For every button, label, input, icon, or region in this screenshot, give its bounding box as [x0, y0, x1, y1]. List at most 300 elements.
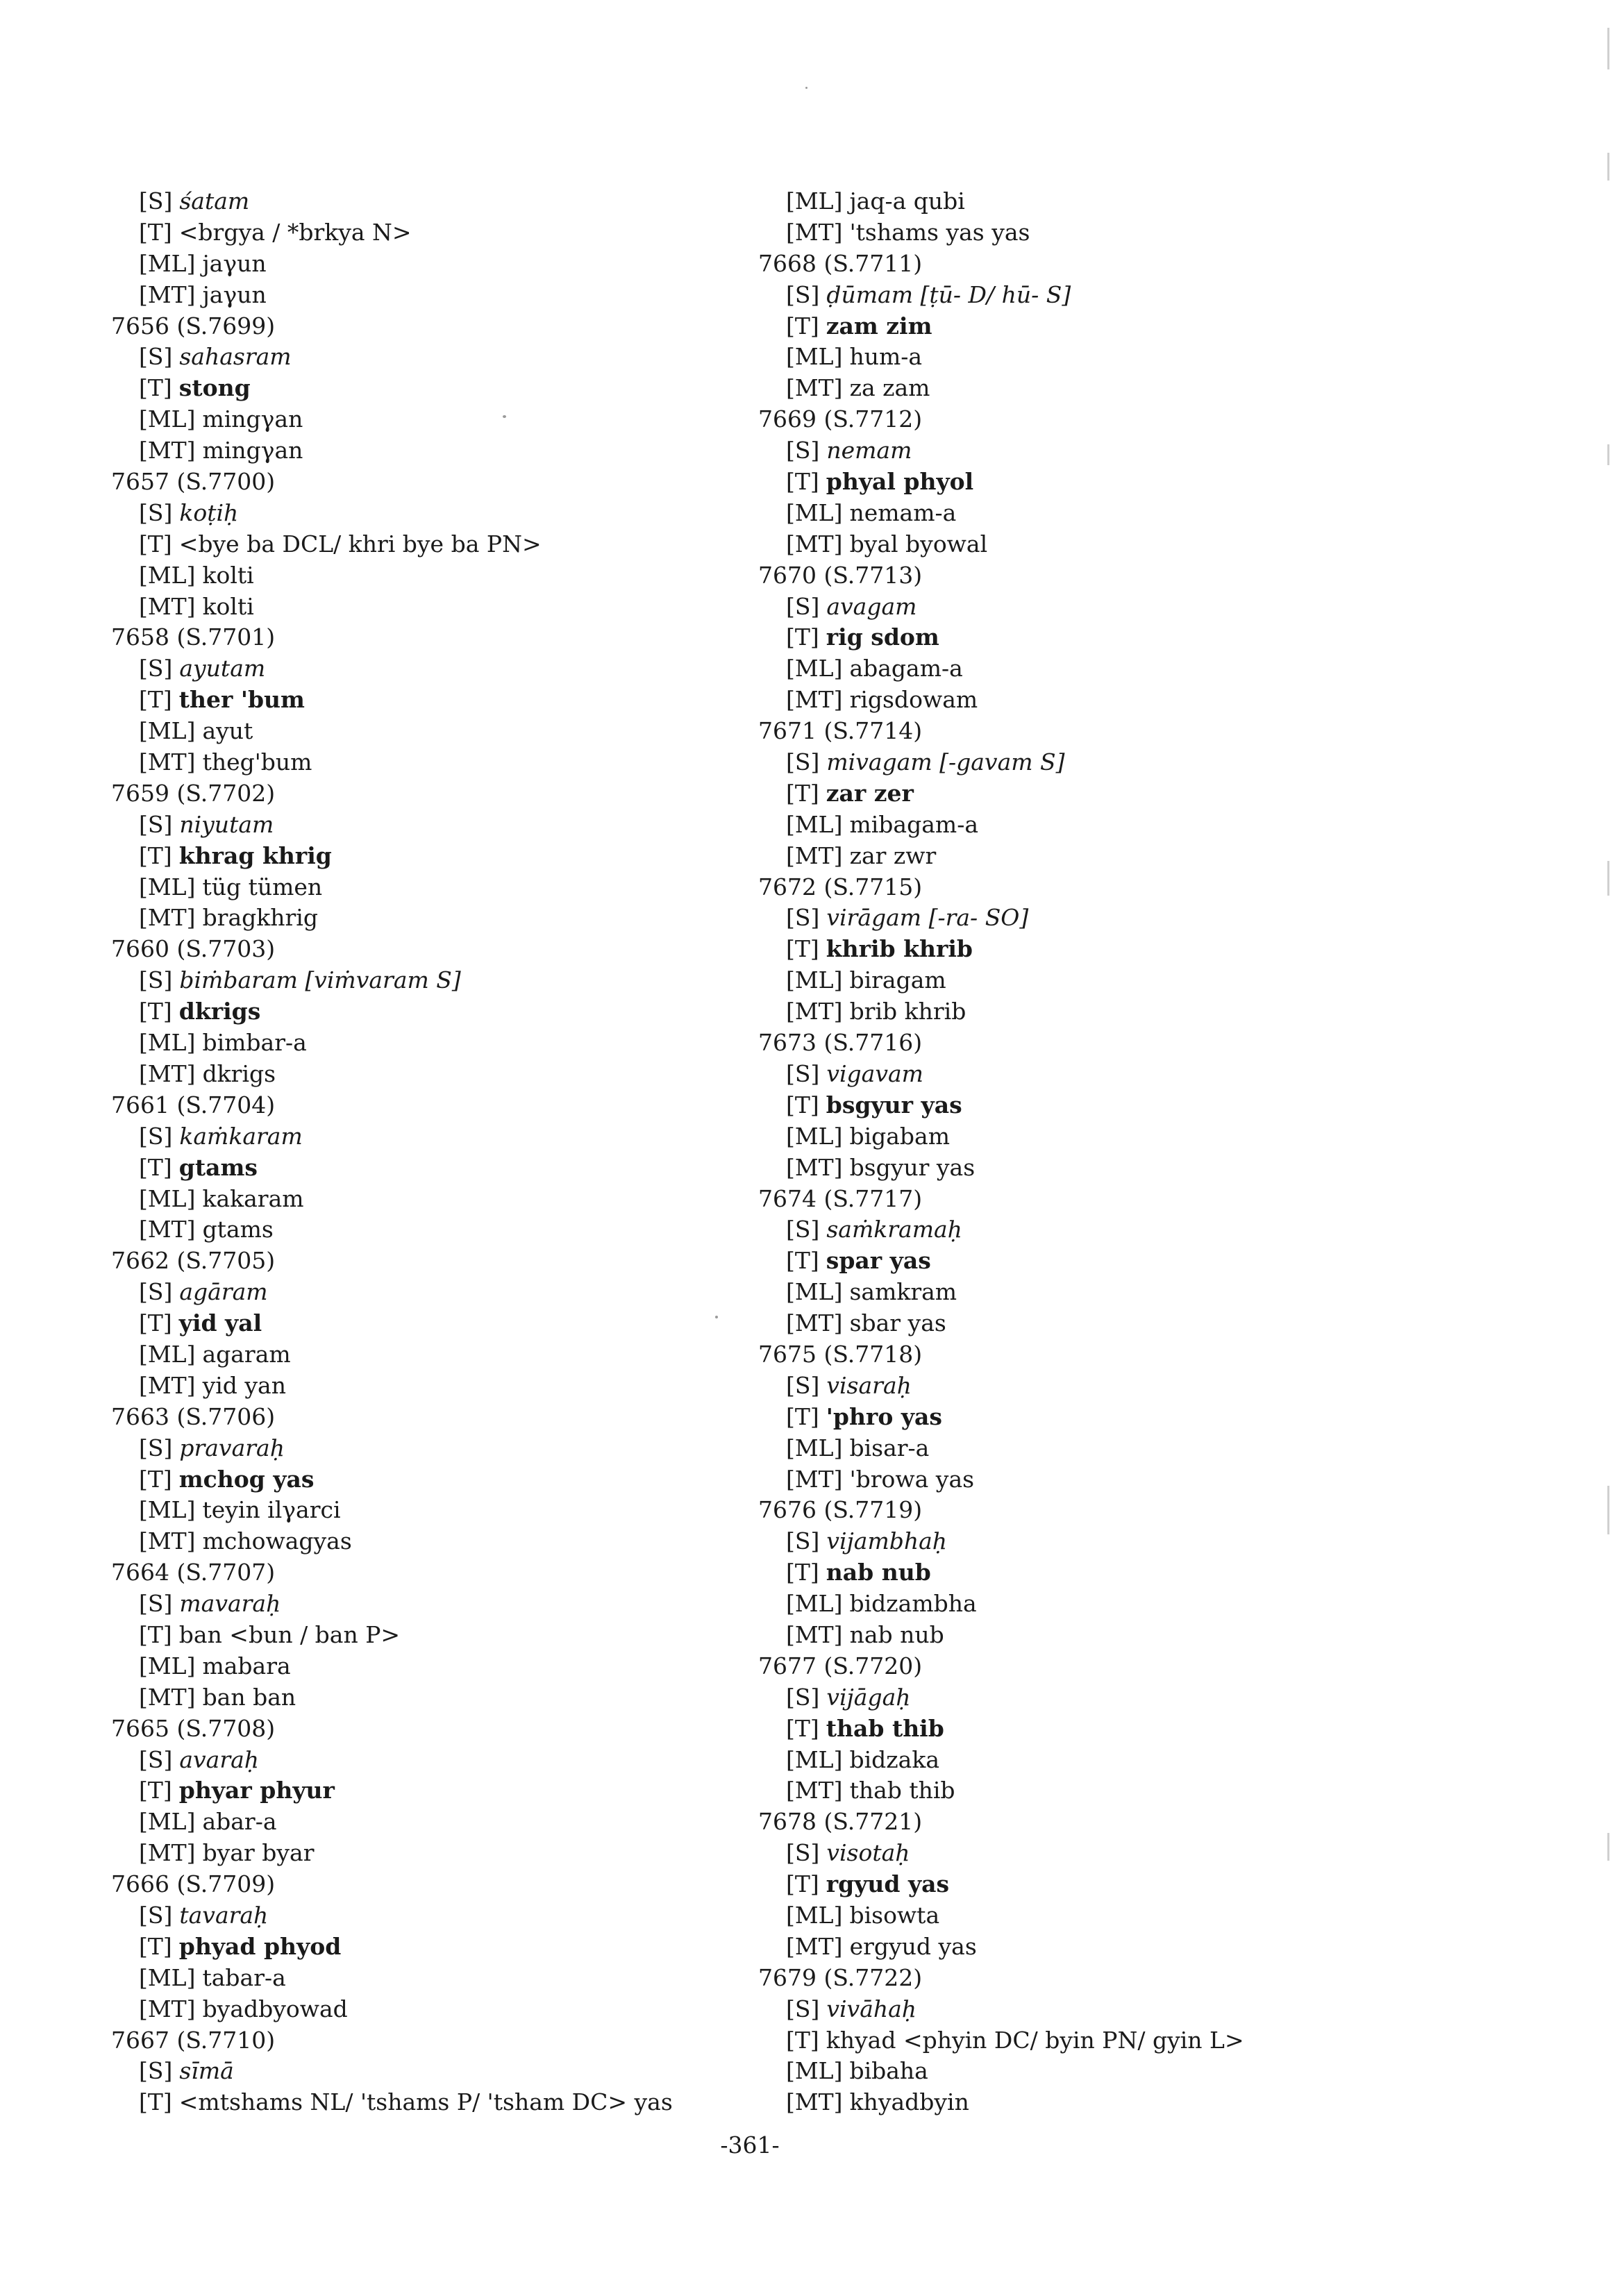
entry-text: yid yal: [178, 1309, 262, 1337]
language-tag: [ML]: [786, 343, 843, 371]
entry-text: bimbar-a: [202, 1029, 307, 1057]
entry-text: mingγan: [202, 405, 303, 433]
entry-text: mabara: [202, 1652, 291, 1679]
entry-text: 'phro yas: [826, 1402, 942, 1430]
entry-line: [111, 592, 805, 623]
entry-number: 7674 (S.7717): [758, 1184, 923, 1212]
language-tag: [T]: [786, 1870, 819, 1898]
language-tag: [ML]: [786, 187, 843, 215]
entry-line: [758, 1433, 1453, 1464]
language-tag: [S]: [139, 655, 173, 682]
language-tag: [T]: [786, 935, 819, 963]
entry-line: [111, 810, 805, 841]
entry-line: [758, 1371, 1453, 1402]
entry-line: [111, 186, 805, 217]
language-tag: [S]: [139, 498, 173, 526]
language-tag: [T]: [786, 2026, 819, 2054]
entry-text: spar yas: [826, 1247, 931, 1275]
entry-line: [111, 1620, 805, 1651]
entry-line: [758, 685, 1453, 716]
entry-text: 'browa yas: [849, 1465, 975, 1493]
entry-line: [111, 903, 805, 934]
entry-line: [111, 280, 805, 311]
entry-text: byar byar: [202, 1839, 315, 1867]
language-tag: [MT]: [786, 1932, 843, 1960]
entry-text: abar-a: [202, 1808, 277, 1836]
entry-text: sahasram: [179, 343, 292, 371]
language-tag: [ML]: [139, 873, 196, 900]
entry-text: teyin ilγarci: [202, 1496, 341, 1524]
entry-text: bidzaka: [849, 1745, 939, 1773]
language-tag: [MT]: [139, 904, 196, 932]
language-tag: [T]: [139, 1932, 172, 1960]
entry-line: [758, 1745, 1453, 1776]
language-tag: [S]: [786, 280, 820, 308]
entry-text: ther 'bum: [178, 686, 305, 714]
entry-line: [111, 841, 805, 872]
entry-text: pravaraḥ: [179, 1434, 285, 1461]
language-tag: [ML]: [786, 2057, 843, 2085]
entry-text: rig sdom: [826, 623, 939, 651]
language-tag: [T]: [139, 841, 172, 869]
entry-line: [758, 529, 1453, 560]
language-tag: [MT]: [139, 1216, 196, 1243]
entry-line: [111, 1682, 805, 1713]
language-tag: [S]: [139, 343, 173, 371]
entry-line: [111, 249, 805, 280]
entry-text: tavaraḥ: [179, 1901, 269, 1929]
language-tag: [S]: [139, 2057, 173, 2085]
entry-line: [758, 653, 1453, 685]
language-tag: [S]: [786, 1839, 820, 1867]
entry-number: 7669 (S.7712): [758, 405, 923, 433]
language-tag: [S]: [786, 1371, 820, 1399]
language-tag: [T]: [786, 312, 819, 340]
language-tag: [MT]: [139, 280, 196, 308]
entry-line: [758, 841, 1453, 872]
language-tag: [S]: [786, 1527, 820, 1555]
entry-text: ayutam: [179, 655, 266, 682]
language-tag: [MT]: [786, 1153, 843, 1181]
language-tag: [T]: [786, 623, 819, 651]
language-tag: [ML]: [139, 1963, 196, 1991]
entry-number: 7676 (S.7719): [758, 1496, 923, 1524]
language-tag: [MT]: [139, 1995, 196, 2022]
language-tag: [T]: [139, 1777, 172, 1804]
entry-text: tüg tümen: [202, 873, 323, 900]
entry-line: [758, 1402, 1453, 1433]
language-tag: [ML]: [786, 1122, 843, 1150]
language-tag: [S]: [139, 1590, 173, 1618]
entry-line: [111, 2087, 805, 2118]
entry-text: 'tshams yas yas: [849, 218, 1030, 246]
entry-line: [758, 1557, 1453, 1589]
entry-text: gtams: [202, 1216, 274, 1243]
language-tag: [MT]: [786, 1620, 843, 1648]
entry-line: [111, 685, 805, 716]
entry-text: tabar-a: [202, 1963, 286, 1991]
entry-text: kolti: [202, 561, 254, 589]
entry-text: agaram: [202, 1340, 291, 1368]
entry-line: [758, 810, 1453, 841]
entry-text: vivāhaḥ: [826, 1995, 917, 2022]
language-tag: [S]: [139, 1434, 173, 1461]
entry-line: [111, 1900, 805, 1932]
entry-line: [758, 934, 1453, 965]
language-tag: [T]: [139, 530, 172, 558]
entry-line: [758, 622, 1453, 653]
language-tag: [ML]: [786, 498, 843, 526]
language-tag: [T]: [786, 1559, 819, 1586]
entry-text: jaγun: [202, 249, 267, 277]
entry-text: mavaraḥ: [179, 1590, 281, 1618]
entry-text: byadbyowad: [202, 1995, 348, 2022]
entry-number: 7661 (S.7704): [111, 1091, 276, 1118]
entry-line: [758, 1526, 1453, 1557]
entry-number: 7656 (S.7699): [111, 312, 276, 340]
entry-number: 7675 (S.7718): [758, 1340, 923, 1368]
entry-line: [111, 529, 805, 560]
entry-text: biṁbaram [viṁvaram S]: [179, 966, 461, 994]
scan-speck: [503, 415, 506, 418]
entry-text: phyad phyod: [178, 1932, 342, 1960]
language-tag: [MT]: [139, 1059, 196, 1087]
entry-line: [111, 1371, 805, 1402]
entry-text: ban <bun / ban P>: [178, 1620, 401, 1648]
entry-text: abagam-a: [849, 655, 963, 682]
entry-line: [111, 1526, 805, 1557]
entry-number: 7660 (S.7703): [111, 935, 276, 963]
language-tag: [ML]: [139, 717, 196, 745]
entry-text: samkram: [849, 1278, 957, 1306]
entry-line: [111, 342, 805, 373]
language-tag: [T]: [786, 779, 819, 807]
language-tag: [S]: [786, 904, 820, 932]
entry-text: vijambhaḥ: [826, 1527, 948, 1555]
entry-line: [111, 1059, 805, 1090]
language-tag: [ML]: [139, 1184, 196, 1212]
entry-text: khrag khrig: [178, 841, 332, 869]
entry-line: [758, 1932, 1453, 1963]
entry-line: [111, 217, 805, 249]
entry-number: 7658 (S.7701): [111, 623, 276, 651]
entry-number: 7678 (S.7721): [758, 1808, 923, 1836]
entry-text: dkrigs: [178, 998, 261, 1025]
entry-text: thab thib: [849, 1777, 955, 1804]
entry-text: zar zer: [826, 779, 914, 807]
entry-text: zam zim: [826, 312, 932, 340]
entry-line: [758, 467, 1453, 498]
entry-line: [111, 1589, 805, 1620]
entry-line: [758, 1900, 1453, 1932]
entry-text: za zam: [849, 374, 930, 402]
entry-line: [111, 404, 805, 435]
entry-text: khyadbyin: [849, 2088, 969, 2116]
language-tag: [MT]: [786, 1465, 843, 1493]
entry-text: mchowagyas: [202, 1527, 352, 1555]
entry-text: byal byowal: [849, 530, 988, 558]
entry-text: <mtshams NL/ 'tshams P/ 'tsham DC> yas: [178, 2088, 673, 2116]
entry-line: [758, 2025, 1453, 2056]
scan-speck: [805, 87, 807, 89]
language-tag: [S]: [786, 1995, 820, 2022]
language-tag: [MT]: [139, 1839, 196, 1867]
entry-text: dkrigs: [202, 1059, 276, 1087]
language-tag: [MT]: [786, 1309, 843, 1337]
entry-number: 7671 (S.7714): [758, 717, 923, 745]
entry-text: biragam: [849, 966, 946, 994]
language-tag: [ML]: [139, 1340, 196, 1368]
entry-text: mingγan: [202, 437, 303, 464]
left-column: [111, 186, 805, 2118]
entry-line: [111, 996, 805, 1028]
entry-text: mibagam-a: [849, 810, 979, 838]
language-tag: [T]: [139, 686, 172, 714]
entry-text: avagam: [826, 592, 917, 620]
entry-line: [111, 1807, 805, 1838]
language-tag: [MT]: [139, 1683, 196, 1711]
entry-line: [758, 1589, 1453, 1620]
language-tag: [ML]: [139, 405, 196, 433]
language-tag: [MT]: [139, 1371, 196, 1399]
entry-text: ḍūmam [ṭū- D/ hū- S]: [826, 280, 1071, 308]
language-tag: [S]: [139, 810, 173, 838]
entry-line: [111, 1184, 805, 1215]
entry-text: jaq-a qubi: [849, 187, 965, 215]
entry-text: <brgya / *brkya N>: [178, 218, 412, 246]
entry-line: [758, 1246, 1453, 1277]
entry-line: [758, 996, 1453, 1028]
language-tag: [ML]: [139, 249, 196, 277]
entry-text: theg'bum: [202, 748, 312, 776]
entry-line: [758, 1059, 1453, 1090]
entry-line: [111, 498, 805, 529]
entry-text: ayut: [202, 717, 253, 745]
entry-text: kaṁkaram: [179, 1122, 303, 1150]
entry-line: [758, 1682, 1453, 1713]
entry-line: [758, 1994, 1453, 2025]
entry-text: sīmā: [179, 2057, 234, 2085]
entry-line: [111, 1651, 805, 1682]
language-tag: [T]: [139, 1153, 172, 1181]
language-tag: [S]: [139, 1122, 173, 1150]
entry-line: [758, 1775, 1453, 1807]
language-tag: [S]: [139, 187, 173, 215]
entry-text: niyutam: [179, 810, 274, 838]
language-tag: [MT]: [139, 437, 196, 464]
entry-text: thab thib: [826, 1714, 944, 1742]
entry-line: [111, 1745, 805, 1776]
entry-text: virāgam [-ra- SO]: [826, 904, 1029, 932]
entry-text: bsgyur yas: [826, 1091, 962, 1118]
entry-line: [758, 217, 1453, 249]
entry-line: [111, 1464, 805, 1495]
entry-line: [111, 1121, 805, 1153]
language-tag: [T]: [786, 1402, 819, 1430]
language-tag: [S]: [786, 1683, 820, 1711]
language-tag: [T]: [786, 1247, 819, 1275]
entry-text: gtams: [178, 1153, 258, 1181]
language-tag: [ML]: [786, 655, 843, 682]
entry-line: [758, 1277, 1453, 1308]
entry-line: [111, 1308, 805, 1339]
entry-text: jaγun: [202, 280, 267, 308]
language-tag: [T]: [786, 468, 819, 496]
language-tag: [ML]: [786, 1590, 843, 1618]
entry-text: bidzambha: [849, 1590, 977, 1618]
language-tag: [T]: [139, 1620, 172, 1648]
language-tag: [MT]: [786, 998, 843, 1025]
language-tag: [T]: [786, 1714, 819, 1742]
entry-text: phyar phyur: [178, 1777, 335, 1804]
entry-line: [111, 872, 805, 903]
entry-text: rgyud yas: [826, 1870, 950, 1898]
language-tag: [S]: [139, 1745, 173, 1773]
entry-text: khyad <phyin DC/ byin PN/ gyin L>: [826, 2026, 1244, 2054]
entry-text: avaraḥ: [179, 1745, 260, 1773]
language-tag: [S]: [786, 748, 820, 776]
entry-text: <bye ba DCL/ khri bye ba PN>: [178, 530, 542, 558]
entry-text: bisar-a: [849, 1434, 930, 1461]
language-tag: [ML]: [139, 1029, 196, 1057]
entry-line: [758, 965, 1453, 996]
language-tag: [ML]: [139, 561, 196, 589]
language-tag: [ML]: [786, 810, 843, 838]
entry-number: 7666 (S.7709): [111, 1870, 276, 1898]
language-tag: [T]: [786, 1091, 819, 1118]
entry-line: [111, 965, 805, 996]
language-tag: [MT]: [139, 1527, 196, 1555]
language-tag: [MT]: [139, 592, 196, 620]
entry-text: bragkhrig: [202, 904, 318, 932]
entry-line: [758, 280, 1453, 311]
language-tag: [MT]: [786, 218, 843, 246]
entry-text: nemam: [826, 437, 912, 464]
language-tag: [ML]: [786, 1901, 843, 1929]
right-column: [758, 186, 1453, 2118]
language-tag: [MT]: [786, 2088, 843, 2116]
entry-number: 7657 (S.7700): [111, 468, 276, 496]
entry-text: nemam-a: [849, 498, 957, 526]
entry-line: [758, 311, 1453, 342]
entry-number: 7663 (S.7706): [111, 1402, 276, 1430]
language-tag: [T]: [139, 1309, 172, 1337]
entry-line: [758, 1620, 1453, 1651]
entry-line: [758, 342, 1453, 373]
entry-number: 7673 (S.7716): [758, 1029, 923, 1057]
entry-line: [111, 560, 805, 592]
entry-line: [758, 1838, 1453, 1869]
entry-line: [758, 1153, 1453, 1184]
language-tag: [MT]: [786, 530, 843, 558]
entry-text: nab nub: [826, 1559, 931, 1586]
language-tag: [T]: [139, 998, 172, 1025]
entry-line: [758, 778, 1453, 810]
entry-line: [758, 186, 1453, 217]
entry-line: [111, 1932, 805, 1963]
entry-line: [758, 1464, 1453, 1495]
page-number: -361-: [720, 2131, 780, 2159]
entry-number: 7668 (S.7711): [758, 249, 923, 277]
language-tag: [T]: [139, 374, 172, 402]
entry-text: stong: [178, 374, 251, 402]
entry-text: saṁkramaḥ: [826, 1216, 962, 1243]
entry-line: [758, 498, 1453, 529]
entry-line: [758, 435, 1453, 467]
entry-line: [758, 903, 1453, 934]
entry-number: 7670 (S.7713): [758, 561, 923, 589]
entry-number: 7664 (S.7707): [111, 1559, 276, 1586]
entry-line: [758, 1713, 1453, 1745]
entry-text: ban ban: [202, 1683, 296, 1711]
entry-number: 7665 (S.7708): [111, 1714, 276, 1742]
entry-text: kolti: [202, 592, 254, 620]
entry-line: [758, 1090, 1453, 1121]
entry-text: sbar yas: [849, 1309, 946, 1337]
entry-line: [758, 373, 1453, 404]
entry-line: [111, 1495, 805, 1526]
language-tag: [ML]: [139, 1808, 196, 1836]
entry-number: 7662 (S.7705): [111, 1247, 276, 1275]
entry-line: [758, 2087, 1453, 2118]
language-tag: [S]: [139, 1901, 173, 1929]
language-tag: [ML]: [786, 966, 843, 994]
entry-text: visotaḥ: [826, 1839, 910, 1867]
language-tag: [T]: [139, 1465, 172, 1493]
entry-line: [111, 1838, 805, 1869]
entry-line: [758, 2056, 1453, 2087]
language-tag: [MT]: [786, 686, 843, 714]
entry-number: 7679 (S.7722): [758, 1963, 923, 1991]
language-tag: [ML]: [139, 1652, 196, 1679]
entry-line: [758, 1869, 1453, 1900]
entry-line: [111, 1433, 805, 1464]
entry-text: bigabam: [849, 1122, 951, 1150]
entry-text: ergyud yas: [849, 1932, 977, 1960]
entry-text: phyal phyol: [826, 468, 974, 496]
entry-text: nab nub: [849, 1620, 944, 1648]
entry-line: [758, 1308, 1453, 1339]
entry-line: [758, 592, 1453, 623]
entry-line: [111, 1994, 805, 2025]
entry-line: [111, 1028, 805, 1059]
language-tag: [ML]: [786, 1745, 843, 1773]
entry-line: [111, 1963, 805, 1994]
entry-line: [758, 1121, 1453, 1153]
language-tag: [T]: [139, 218, 172, 246]
entry-line: [758, 747, 1453, 778]
entry-line: [111, 1775, 805, 1807]
entry-line: [111, 1153, 805, 1184]
entry-line: [111, 373, 805, 404]
entry-line: [111, 716, 805, 747]
entry-text: vijāgaḥ: [826, 1683, 911, 1711]
entry-text: vigavam: [826, 1059, 923, 1087]
entry-number: 7659 (S.7702): [111, 779, 276, 807]
entry-text: yid yan: [202, 1371, 286, 1399]
entry-text: bisowta: [849, 1901, 940, 1929]
language-tag: [S]: [786, 1216, 820, 1243]
entry-text: mivagam [-gavam S]: [826, 748, 1065, 776]
language-tag: [S]: [139, 966, 173, 994]
entry-text: koṭiḥ: [179, 498, 239, 526]
entry-line: [111, 435, 805, 467]
entry-line: [111, 2056, 805, 2087]
scan-edge-marks: [1607, 28, 1612, 1902]
entry-text: kakaram: [202, 1184, 304, 1212]
entry-text: bsgyur yas: [849, 1153, 976, 1181]
entry-line: [111, 653, 805, 685]
